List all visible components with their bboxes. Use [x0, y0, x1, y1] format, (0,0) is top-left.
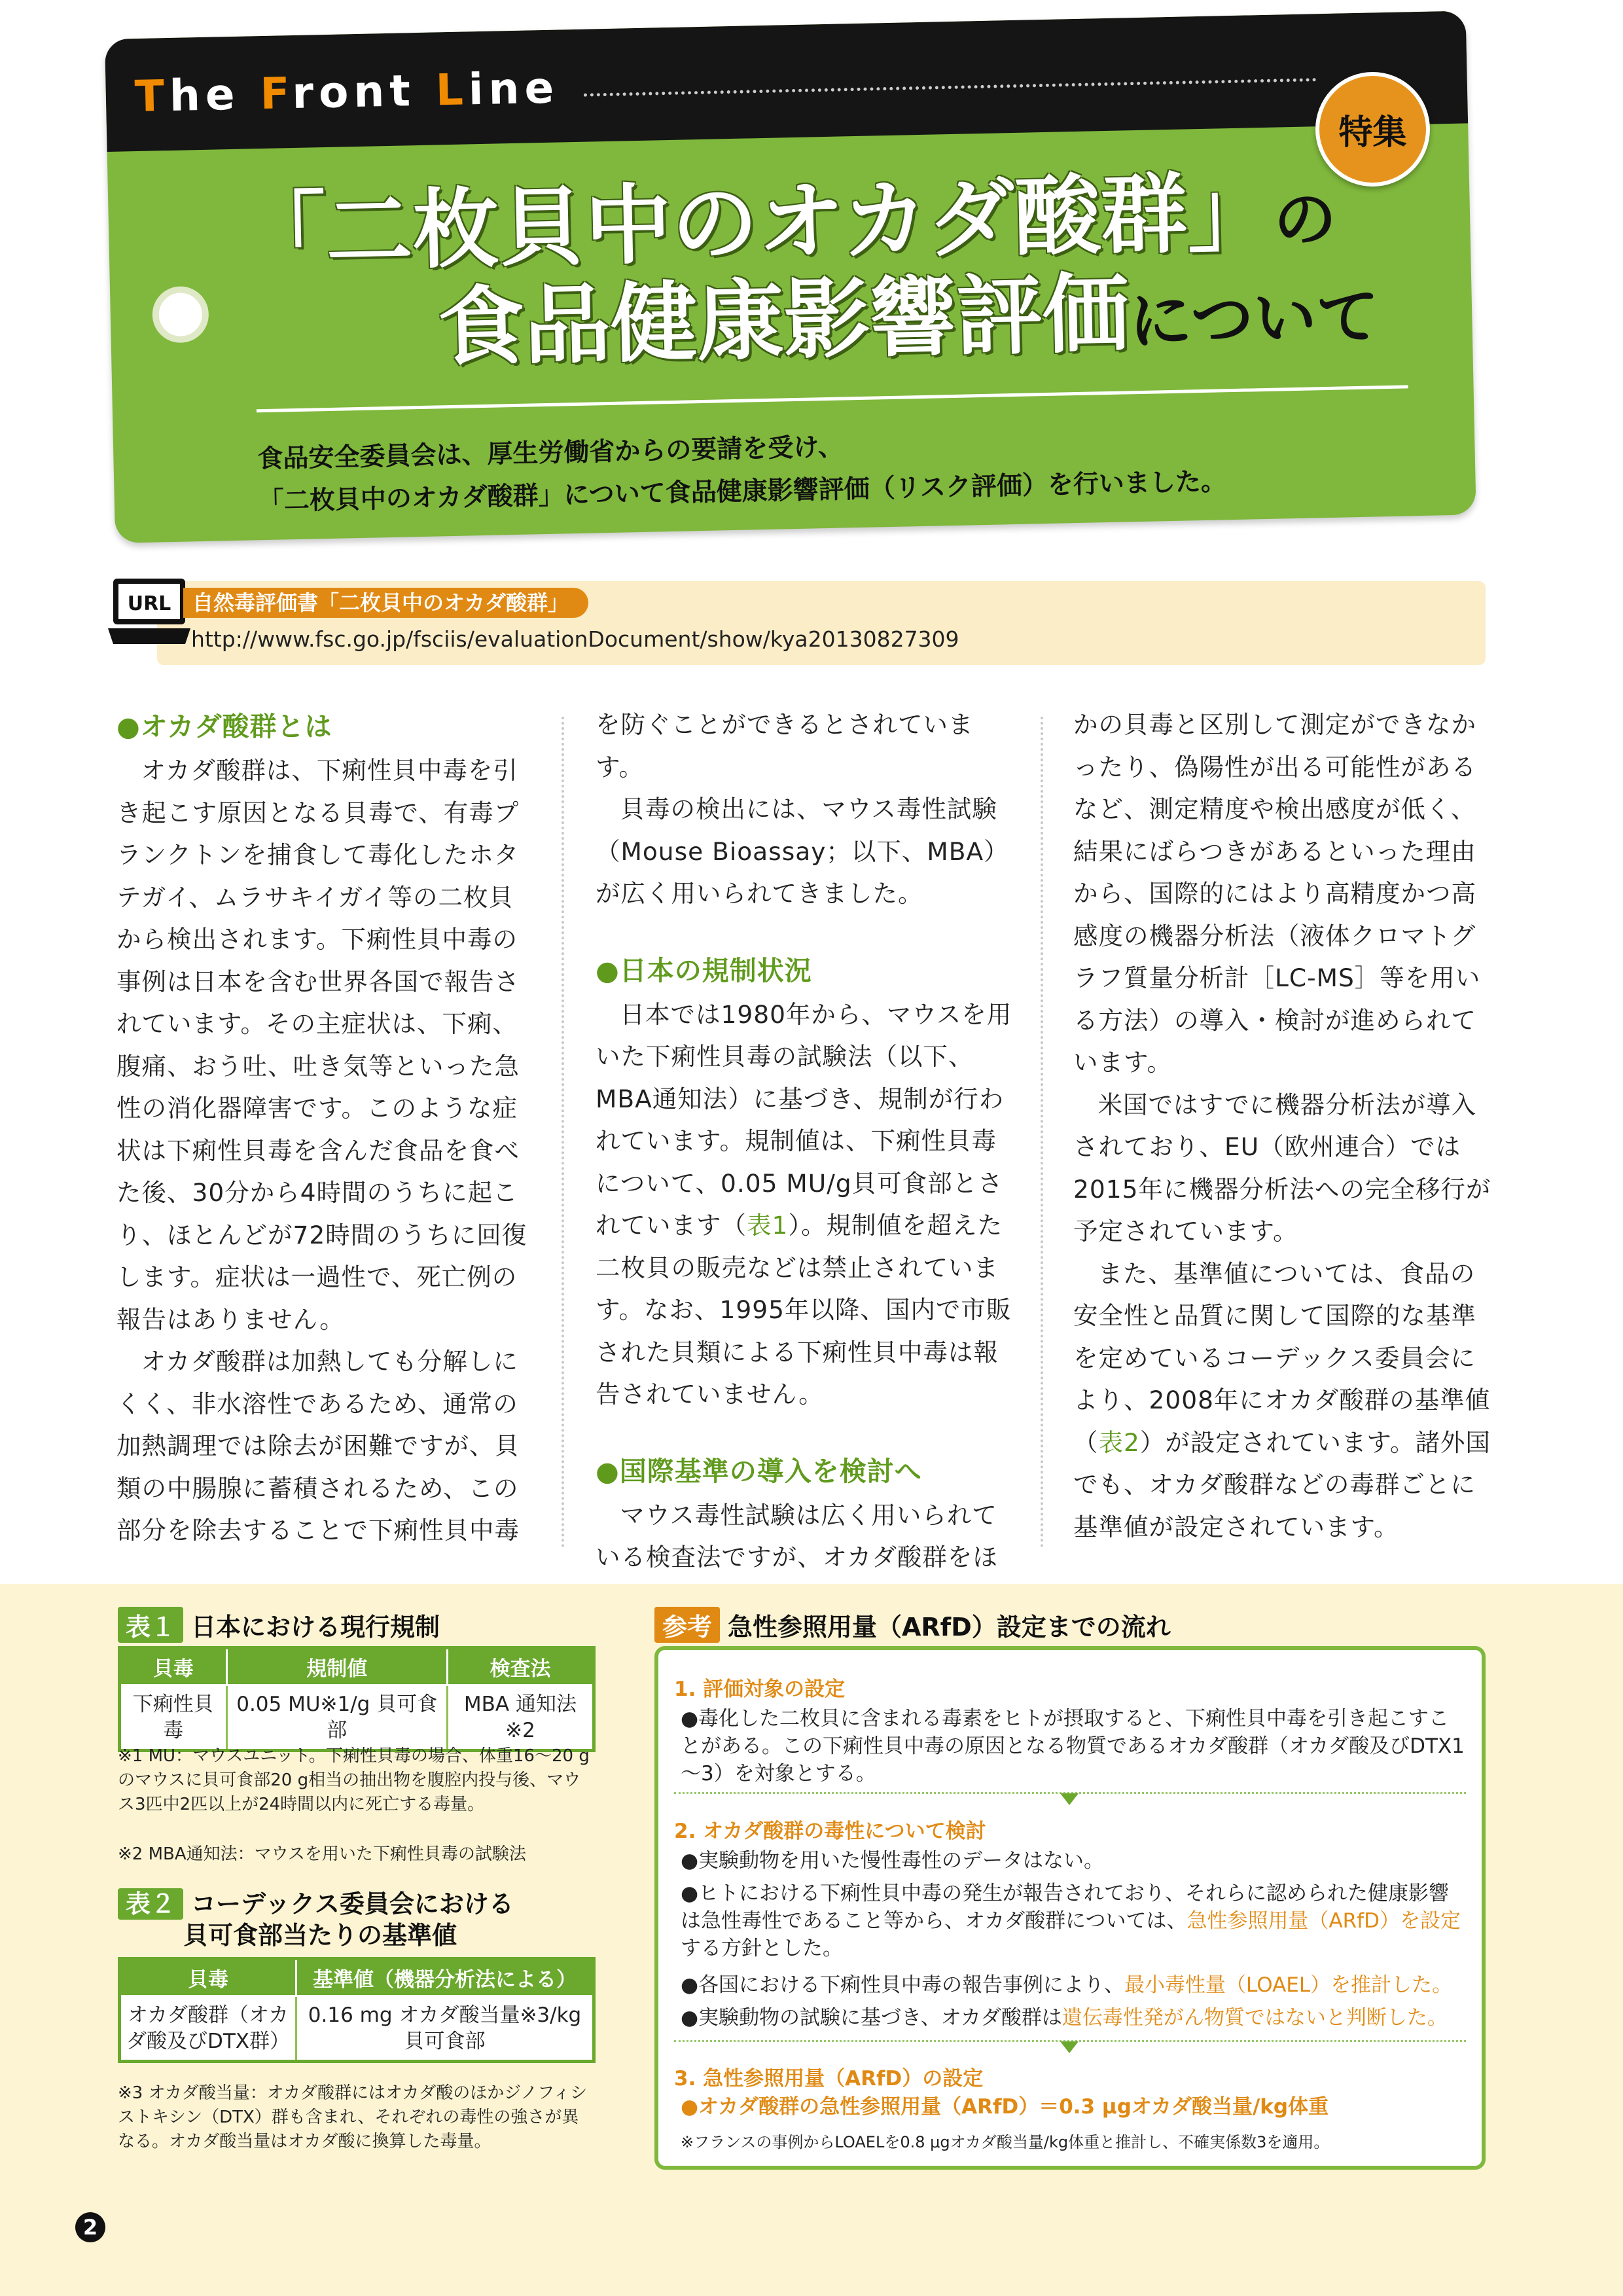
table1-note1: ※1 MU：マウスユニット。下痢性貝毒の場合、体重16～20 gのマウスに貝可食部20 g相当の抽出物を腹腔内投与後、マウス3匹中2匹以上が24時間以内に死亡する毒量。 — [118, 1746, 590, 1814]
flow-step-2: 2. オカダ酸群の毒性について検討 — [674, 1820, 986, 1843]
arrow-down-icon — [1060, 1793, 1079, 1805]
url-laptop-icon — [108, 576, 190, 648]
table2: 貝毒 基準値（機器分析法による） オカダ酸群（オカダ酸及びDTX群） 0.16 mg オカダ酸当量※3/kg 貝可食部 — [118, 1957, 596, 2063]
title-rule — [257, 385, 1408, 412]
table-cell: 0.05 MU※1/g 貝可食部 — [226, 1685, 447, 1751]
table-cell: 下痢性貝毒 — [120, 1685, 227, 1751]
flow-step-1: 1. 評価対象の設定 — [674, 1677, 846, 1701]
svg-text:URL: URL — [127, 592, 171, 615]
flow-item: ●毒化した二枚貝に含まれる毒素をヒトが摂取すると、下痢性貝中毒を引き起こすことがある。この下痢性貝中毒の原因となる物質であるオカダ酸群（オカダ酸及びDTX1～3）を対象とする。 — [681, 1707, 1465, 1785]
flow-step-3: 3. 急性参照用量（ARfD）の設定 — [674, 2067, 984, 2090]
flow-item: ●各国における下痢性貝中毒の報告事例により、最小毒性量（LOAEL）を推計した。 — [681, 1973, 1453, 1997]
column-3 — [1073, 704, 1492, 1548]
lead-line-2: 「二枚貝中のオカダ酸群」について食品健康影響評価（リスク評価）を行いました。 — [258, 467, 1227, 517]
column-divider — [1041, 717, 1043, 1548]
tag-hole — [152, 286, 209, 344]
series-title: The Front Line — [134, 62, 560, 122]
section-heading: ●国際基準の導入を検討へ — [596, 1455, 922, 1487]
header-tag — [105, 10, 1476, 543]
title-line-2: 食品健康影響評価について — [437, 263, 1380, 379]
table-cell: オカダ酸群（オカダ酸及びDTX群） — [120, 1996, 296, 2062]
flow-item: ●実験動物を用いた慢性毒性のデータはない。 — [681, 1849, 1105, 1873]
table-cell: 0.16 mg オカダ酸当量※3/kg 貝可食部 — [296, 1996, 594, 2062]
paragraph: を防ぐことができるとされています。 — [596, 710, 974, 781]
arrow-down-icon — [1060, 2041, 1079, 2053]
paragraph: かの貝毒と区別して測定ができなかったり、偽陽性が出る可能性があるなど、測定精度や検出感度が低く、結果にばらつきがあるといった理由から、国際的にはより高精度かつ高感度の機器分析法（液体クロマトグラフ質量分析計［LC-MS］等を用いる方法）の導入・検討が進められています。 — [1073, 710, 1481, 1077]
paragraph: オカダ酸群は加熱しても分解しにくく、非水溶性であるため、通常の加熱調理では除去が困難ですが、貝類の中腸腺に蓄積されるため、この部分を除去することで下痢性貝中毒 — [116, 1347, 520, 1545]
table2-heading: 表２ コーデックス委員会における 貝可食部当たりの基準値 — [118, 1888, 514, 1951]
url-link[interactable]: http://www.fsc.go.jp/fsciis/evaluationDocument/show/kya20130827309 — [191, 626, 959, 652]
flow-note: ※フランスの事例からLOAELを0.8 μgオカダ酸当量/kg体重と推計し、不確実係数3を適用。 — [681, 2133, 1330, 2151]
paragraph: 日本では1980年から、マウスを用いた下痢性貝毒の試験法（以下、MBA通知法）に基づき、規制が行われています。規制値は、下痢性貝毒について、0.05 MU/g貝可食部とされています（表1）。規制値を超えた二枚貝の販売などは禁止されています。なお、1995年以降、国内で市販された貝類による下痢性貝中毒は報告されていません。 — [596, 999, 1012, 1408]
table1-note2: ※2 MBA通知法：マウスを用いた下痢性貝毒の試験法 — [118, 1844, 526, 1864]
page-number: 2 — [75, 2212, 105, 2242]
table2-note3: ※3 オカダ酸当量：オカダ酸群にはオカダ酸のほかジノフィシストキシン（DTX）群も含まれ、それぞれの毒性の強さが異なる。オカダ酸当量はオカダ酸に換算した毒量。 — [118, 2083, 588, 2151]
flow-result: ●オカダ酸群の急性参照用量（ARfD）＝0.3 μgオカダ酸当量/kg体重 — [681, 2095, 1329, 2119]
paragraph: マウス毒性試験は広く用いられている検査法ですが、オカダ酸群をほ — [596, 1500, 998, 1571]
lead-line-1: 食品安全委員会は、厚生労働省からの要請を受け、 — [257, 432, 844, 475]
feature-badge: 特集 — [1315, 72, 1430, 187]
paragraph: オカダ酸群は、下痢性貝中毒を引き起こす原因となる貝毒で、有毒プランクトンを捕食して毒化したホタテガイ、ムラサキイガイ等の二枚貝から検出されます。下痢性貝中毒の事例は日本を含む世界各国で報告されています。その主症状は、下痢、腹痛、おう吐、吐き気等といった急性の消化器障害です。このような症状は下痢性貝毒を含んだ食品を食べた後、30分から4時間のうちに起こり、ほとんどが72時間のうちに回復します。症状は一過性で、死亡例の報告はありません。 — [116, 756, 527, 1334]
table-cell: MBA 通知法※2 — [447, 1685, 594, 1751]
flow-item: ●ヒトにおける下痢性貝中毒の発生が報告されており、それらに認められた健康影響は急性毒性であること等から、オカダ酸群については、急性参照用量（ARfD）を設定する方針とした。 — [681, 1882, 1461, 1960]
table-ref: 表2 — [1098, 1427, 1140, 1457]
flow-heading: 参考 急性参照用量（ARfD）設定までの流れ — [654, 1607, 1171, 1643]
table-ref: 表1 — [747, 1211, 789, 1240]
column-2 — [596, 704, 1014, 1579]
title-line-1: 「二枚貝中のオカダ酸群」の — [238, 162, 1338, 285]
url-label: 自然毒評価書「二枚貝中のオカダ酸群」 — [183, 588, 588, 618]
table1: 貝毒 規制値 検査法 下痢性貝毒 0.05 MU※1/g 貝可食部 MBA 通知法※2 — [118, 1646, 596, 1752]
paragraph: 貝毒の検出には、マウス毒性試験（Mouse Bioassay；以下、MBA）が広く用いられてきました。 — [596, 795, 1009, 908]
flow-item: ●実験動物の試験に基づき、オカダ酸群は遺伝毒性発がん物質ではないと判断した。 — [681, 2006, 1448, 2030]
section-heading: ●日本の規制状況 — [596, 954, 812, 986]
column-1 — [116, 704, 535, 1552]
paragraph: 米国ではすでに機器分析法が導入されており、EU（欧州連合）では2015年に機器分析法への完全移行が予定されています。 — [1073, 1090, 1491, 1246]
section-heading: ●オカダ酸群とは — [116, 711, 332, 742]
paragraph: また、基準値については、食品の安全性と品質に関して国際的な基準を定めているコーデックス委員会により、2008年にオカダ酸群の基準値（表2）が設定されています。諸外国でも、オカダ酸群などの毒群ごとに基準値が設定されています。 — [1073, 1259, 1491, 1541]
table1-heading: 表１ 日本における現行規制 — [118, 1607, 440, 1643]
column-divider — [562, 717, 564, 1548]
